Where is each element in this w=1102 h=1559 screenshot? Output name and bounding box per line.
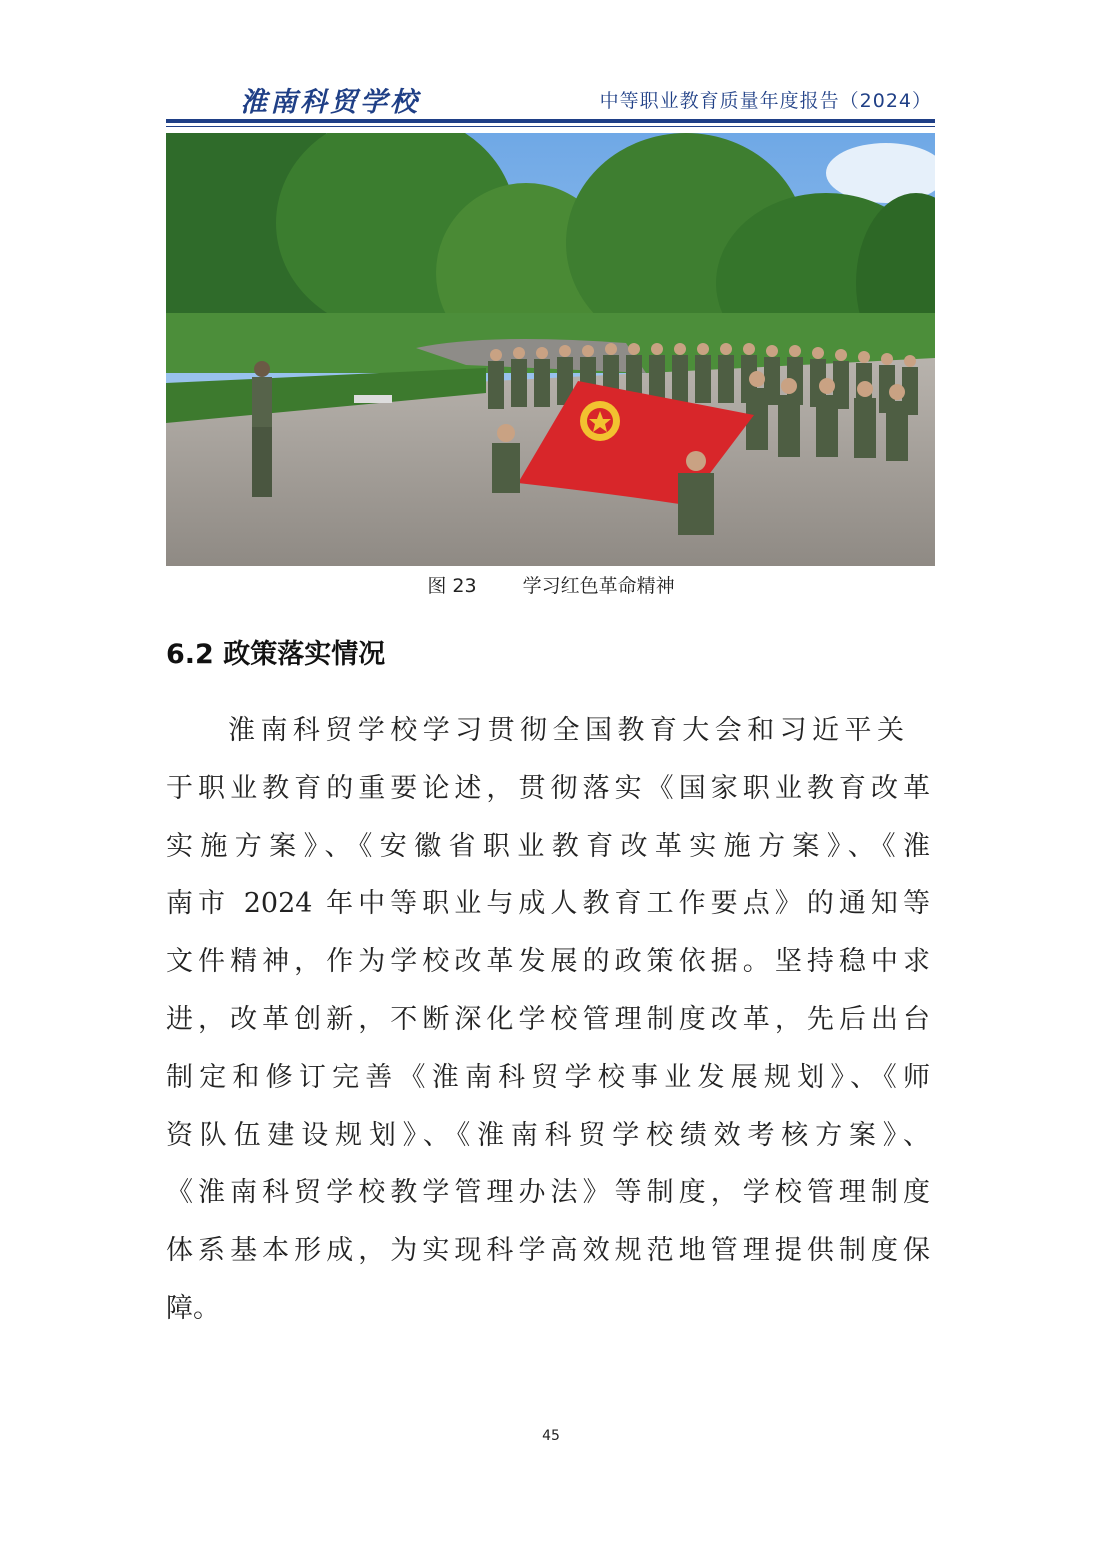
paragraph-line: 实施方案》、《安徽省职业教育改革实施方案》、《淮 [166,831,930,862]
paragraph-line: 南市 2024 年中等职业与成人教育工作要点》的通知等 [166,888,930,919]
figure-caption [0,571,1102,598]
section-title: 6.2 政策落实情况 [166,639,386,670]
paragraph-line: 进，改革创新，不断深化学校管理制度改革，先后出台 [166,1004,930,1035]
header-rule-thick [166,119,935,123]
paragraph-line: 障。 [166,1293,220,1324]
report-title: 中等职业教育质量年度报告（2024） [599,90,932,112]
header-rule-thin [166,126,935,127]
paragraph-line: 体系基本形成，为实现科学高效规范地管理提供制度保 [166,1235,930,1266]
paragraph-line: 资队伍建设规划》、《淮南科贸学校绩效考核方案》、 [166,1120,930,1151]
school-name: 淮南科贸学校 [240,87,420,118]
figure-photo [166,133,935,566]
paragraph-line: 淮南科贸学校学习贯彻全国教育大会和习近平关 [228,715,904,746]
paragraph-line: 《淮南科贸学校教学管理办法》等制度，学校管理制度 [166,1177,930,1208]
page-number: 45 [542,1428,560,1444]
paragraph-line: 文件精神，作为学校改革发展的政策依据。坚持稳中求 [166,946,930,977]
figure-caption-text: 学习红色革命精神 [522,575,675,597]
paragraph-line: 于职业教育的重要论述，贯彻落实《国家职业教育改革 [166,773,930,804]
paragraph-line: 制定和修订完善《淮南科贸学校事业发展规划》、《师 [166,1062,930,1093]
figure-number: 图 23 [427,575,477,597]
